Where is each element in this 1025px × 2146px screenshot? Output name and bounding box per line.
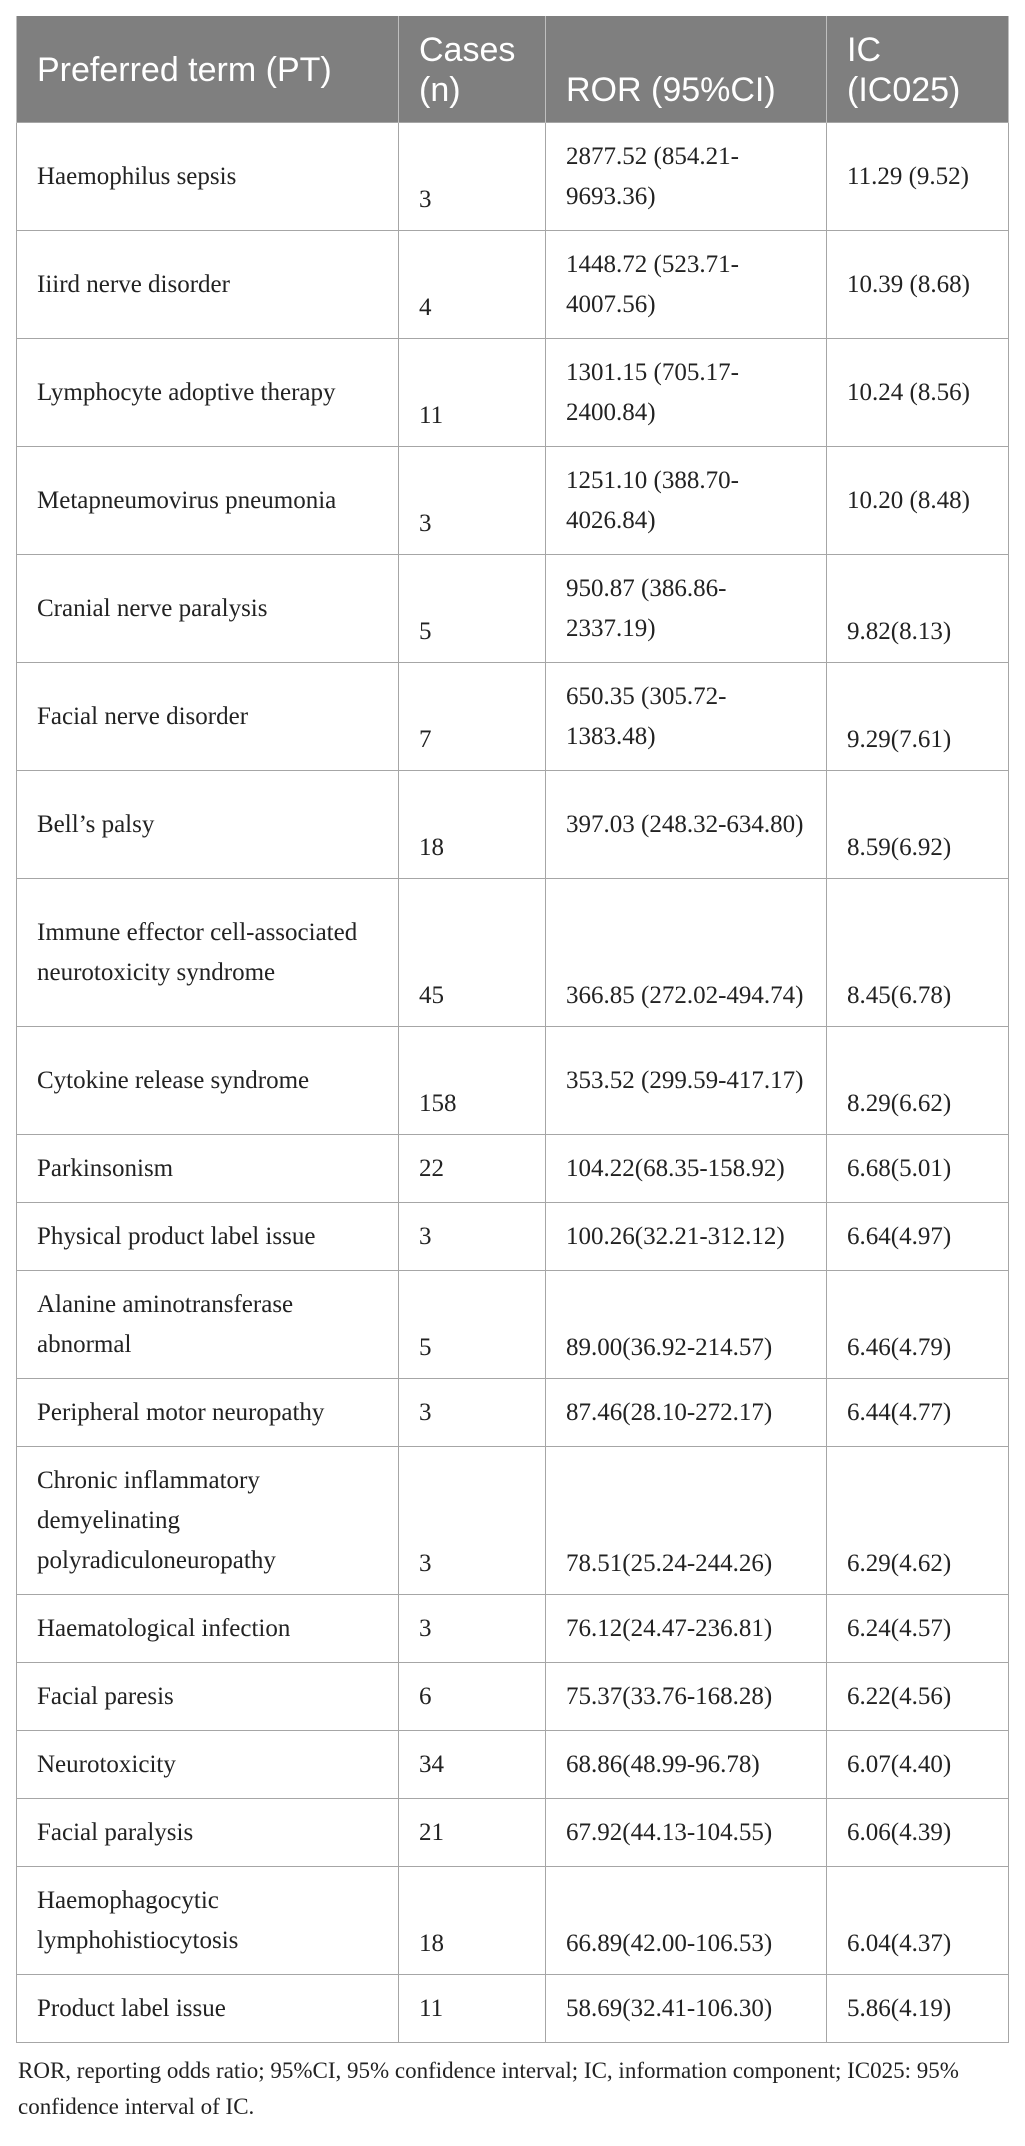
table-row — [17, 1203, 1009, 1271]
cell-preferred-term: Haematological infection — [17, 1595, 399, 1663]
table-row — [17, 1867, 1009, 1975]
table-container — [16, 16, 1008, 2125]
cell-preferred-term: Peripheral motor neuropathy — [17, 1379, 399, 1447]
header-row — [17, 16, 1009, 123]
table-row — [17, 1379, 1009, 1447]
cell-ror: 104.22(68.35-158.92) — [546, 1135, 827, 1203]
cell-ic: 10.20 (8.48) — [827, 447, 1009, 555]
cell-cases: 18 — [399, 1867, 546, 1975]
cell-preferred-term: Product label issue — [17, 1975, 399, 2043]
cell-ic: 6.07(4.40) — [827, 1731, 1009, 1799]
cell-cases: 45 — [399, 879, 546, 1027]
table-row — [17, 123, 1009, 231]
cell-preferred-term: Immune effector cell-associated neurotoxicity syndrome — [17, 879, 399, 1027]
cell-cases: 3 — [399, 447, 546, 555]
table-row — [17, 771, 1009, 879]
cell-cases: 18 — [399, 771, 546, 879]
cell-preferred-term: Chronic inflammatory demyelinating polyradiculoneuropathy — [17, 1447, 399, 1595]
cell-ic: 5.86(4.19) — [827, 1975, 1009, 2043]
cell-cases: 7 — [399, 663, 546, 771]
cell-ror: 75.37(33.76-168.28) — [546, 1663, 827, 1731]
cell-cases: 21 — [399, 1799, 546, 1867]
cell-ror: 87.46(28.10-272.17) — [546, 1379, 827, 1447]
cell-cases: 3 — [399, 123, 546, 231]
cell-ic: 8.59(6.92) — [827, 771, 1009, 879]
cell-preferred-term: Iiird nerve disorder — [17, 231, 399, 339]
cell-cases: 3 — [399, 1203, 546, 1271]
cell-cases: 3 — [399, 1379, 546, 1447]
table-row — [17, 1595, 1009, 1663]
table-row — [17, 1271, 1009, 1379]
cell-ic: 11.29 (9.52) — [827, 123, 1009, 231]
cell-preferred-term: Parkinsonism — [17, 1135, 399, 1203]
cell-cases: 6 — [399, 1663, 546, 1731]
cell-preferred-term: Alanine aminotransferase abnormal — [17, 1271, 399, 1379]
cell-cases: 11 — [399, 1975, 546, 2043]
cell-cases: 4 — [399, 231, 546, 339]
adverse-event-table — [16, 16, 1009, 2043]
cell-ror: 100.26(32.21-312.12) — [546, 1203, 827, 1271]
cell-preferred-term: Neurotoxicity — [17, 1731, 399, 1799]
table-header — [17, 16, 1009, 123]
cell-ror: 353.52 (299.59-417.17) — [546, 1027, 827, 1135]
cell-ror: 58.69(32.41-106.30) — [546, 1975, 827, 2043]
cell-ic: 6.64(4.97) — [827, 1203, 1009, 1271]
cell-preferred-term: Facial paralysis — [17, 1799, 399, 1867]
cell-preferred-term: Physical product label issue — [17, 1203, 399, 1271]
cell-ror: 78.51(25.24-244.26) — [546, 1447, 827, 1595]
cell-ic: 6.04(4.37) — [827, 1867, 1009, 1975]
cell-cases: 3 — [399, 1595, 546, 1663]
cell-preferred-term: Cranial nerve paralysis — [17, 555, 399, 663]
cell-preferred-term: Metapneumovirus pneumonia — [17, 447, 399, 555]
header-cases: Cases (n) — [399, 16, 546, 123]
table-row — [17, 1975, 1009, 2043]
header-ic: IC (IC025) — [827, 16, 1009, 123]
cell-cases: 3 — [399, 1447, 546, 1595]
cell-preferred-term: Haemophagocytic lymphohistiocytosis — [17, 1867, 399, 1975]
cell-ror: 397.03 (248.32-634.80) — [546, 771, 827, 879]
cell-ror: 1301.15 (705.17-2400.84) — [546, 339, 827, 447]
cell-ror: 950.87 (386.86-2337.19) — [546, 555, 827, 663]
cell-ic: 6.22(4.56) — [827, 1663, 1009, 1731]
cell-preferred-term: Facial nerve disorder — [17, 663, 399, 771]
cell-cases: 34 — [399, 1731, 546, 1799]
cell-ic: 6.46(4.79) — [827, 1271, 1009, 1379]
cell-ic: 8.29(6.62) — [827, 1027, 1009, 1135]
table-row — [17, 231, 1009, 339]
cell-ic: 10.39 (8.68) — [827, 231, 1009, 339]
table-row — [17, 879, 1009, 1027]
table-row — [17, 1731, 1009, 1799]
table-row — [17, 447, 1009, 555]
table-row — [17, 339, 1009, 447]
cell-ic: 8.45(6.78) — [827, 879, 1009, 1027]
cell-ic: 6.68(5.01) — [827, 1135, 1009, 1203]
cell-ror: 1251.10 (388.70-4026.84) — [546, 447, 827, 555]
cell-cases: 5 — [399, 1271, 546, 1379]
cell-ic: 9.82(8.13) — [827, 555, 1009, 663]
cell-ror: 67.92(44.13-104.55) — [546, 1799, 827, 1867]
table-row — [17, 663, 1009, 771]
table-row — [17, 1027, 1009, 1135]
cell-cases: 22 — [399, 1135, 546, 1203]
cell-ic: 6.44(4.77) — [827, 1379, 1009, 1447]
cell-ror: 68.86(48.99-96.78) — [546, 1731, 827, 1799]
cell-ic: 6.29(4.62) — [827, 1447, 1009, 1595]
cell-preferred-term: Haemophilus sepsis — [17, 123, 399, 231]
cell-ror: 2877.52 (854.21-9693.36) — [546, 123, 827, 231]
cell-ror: 89.00(36.92-214.57) — [546, 1271, 827, 1379]
table-row — [17, 555, 1009, 663]
cell-cases: 11 — [399, 339, 546, 447]
table-row — [17, 1799, 1009, 1867]
header-preferred-term: Preferred term (PT) — [17, 16, 399, 123]
table-row — [17, 1135, 1009, 1203]
cell-ic: 9.29(7.61) — [827, 663, 1009, 771]
cell-cases: 5 — [399, 555, 546, 663]
cell-ror: 76.12(24.47-236.81) — [546, 1595, 827, 1663]
cell-ror: 366.85 (272.02-494.74) — [546, 879, 827, 1027]
table-row — [17, 1663, 1009, 1731]
table-footnote: ROR, reporting odds ratio; 95%CI, 95% confidence interval; IC, information component; IC025: 95% confidence interval of IC. — [18, 2058, 959, 2119]
cell-ror: 650.35 (305.72-1383.48) — [546, 663, 827, 771]
table-body — [17, 123, 1009, 2043]
cell-preferred-term: Lymphocyte adoptive therapy — [17, 339, 399, 447]
table-row — [17, 1447, 1009, 1595]
cell-ic: 10.24 (8.56) — [827, 339, 1009, 447]
cell-ror: 66.89(42.00-106.53) — [546, 1867, 827, 1975]
header-ror: ROR (95%CI) — [546, 16, 827, 123]
cell-ic: 6.24(4.57) — [827, 1595, 1009, 1663]
cell-preferred-term: Bell’s palsy — [17, 771, 399, 879]
cell-preferred-term: Cytokine release syndrome — [17, 1027, 399, 1135]
cell-preferred-term: Facial paresis — [17, 1663, 399, 1731]
cell-cases: 158 — [399, 1027, 546, 1135]
cell-ror: 1448.72 (523.71-4007.56) — [546, 231, 827, 339]
cell-ic: 6.06(4.39) — [827, 1799, 1009, 1867]
